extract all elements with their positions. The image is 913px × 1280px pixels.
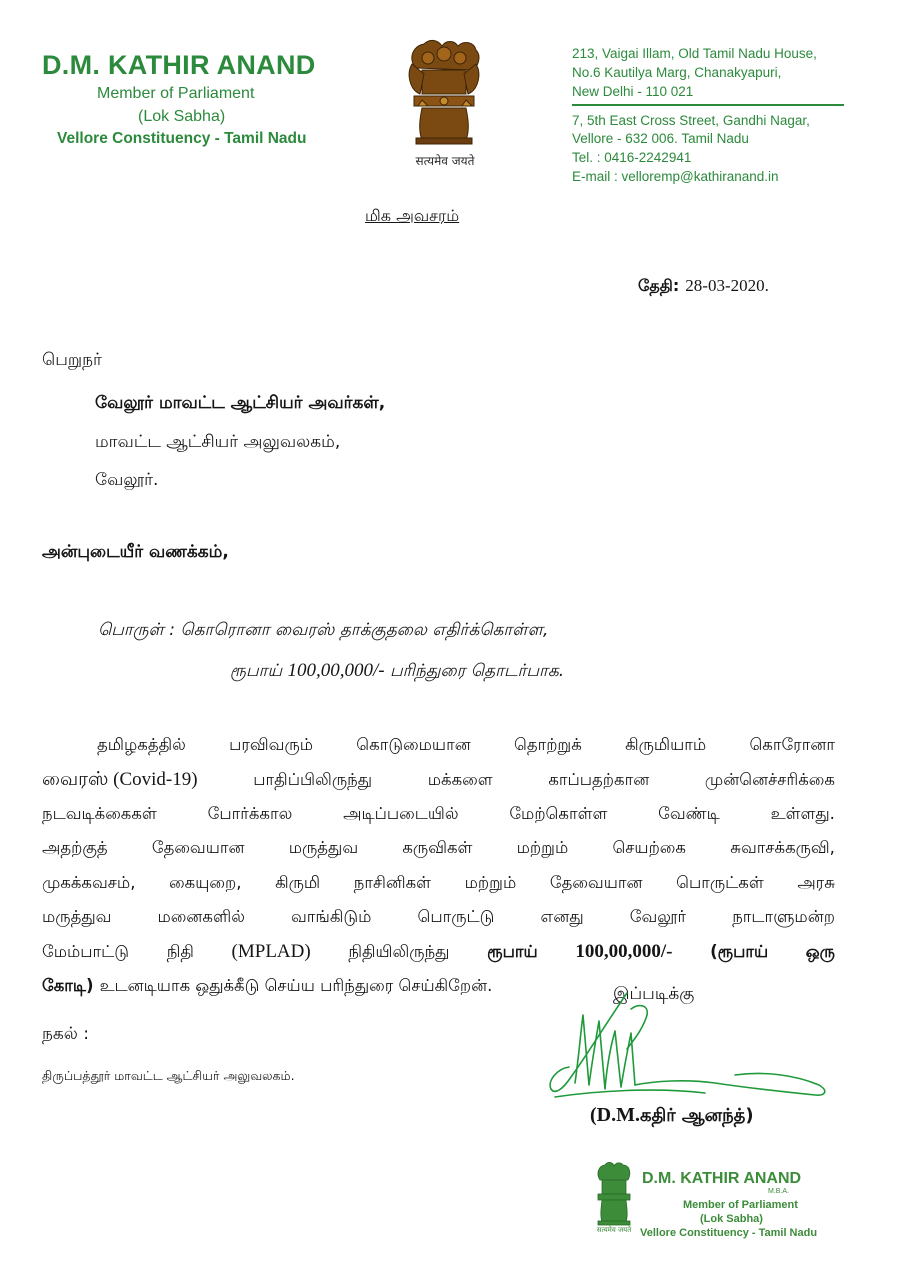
body-word: வேலூர் [629,906,687,926]
body-line [42,769,835,803]
body-word: உள்ளது. [770,803,835,823]
stamp-title: Member of Parliament [683,1199,798,1211]
address-divider [572,104,844,106]
copy-recipient: திருப்பத்தூர் மாவட்ட ஆட்சியர் அலுவலகம். [42,1068,295,1083]
letterhead-house: (Lok Sabha) [138,108,226,125]
body-word: நிதியிலிருந்து [348,942,450,962]
address-delhi-line: No.6 Kautilya Marg, Chanakyapuri, [572,65,782,80]
subject-amount: 100,00,000/- [287,660,385,681]
subject-line: பொருள் : கொரொனா வைரஸ் தாக்குதலை எதிர்க்கொள்ள, [98,620,549,640]
body-word: அதற்குத் [42,838,108,858]
body-word: மனைகளில் [157,906,245,926]
stamp-motto: सत्यमेव जयते [596,1226,632,1234]
letterhead-constituency: Vellore Constituency - Tamil Nadu [57,130,307,147]
address-vellore-line: 7, 5th East Cross Street, Gandhi Nagar, [572,113,810,128]
address-email: E-mail : velloremp@kathiranand.in [572,169,779,184]
body-word: கிருமி [275,872,321,892]
body-word: சுவாசக்கருவி, [730,838,835,858]
recipient-line: வேலூர் மாவட்ட ஆட்சியர் அவர்கள், [95,393,386,413]
letterhead-name: D.M. KATHIR ANAND [42,50,316,80]
body-word: முன்னெச்சரிக்கை [704,770,835,790]
signature [535,985,835,1115]
body-word: தமிழகத்தில் [97,735,186,754]
body-word: வாங்கிடும் [291,906,372,926]
body-word: போர்க்கால [207,803,293,823]
body-word: வேண்டி [658,803,720,823]
urgent-heading: மிக அவசரம் [365,206,460,225]
body-word: முகக்கவசம், [42,872,136,892]
national-emblem-icon [402,34,486,154]
signatory-tamil: கதிர் ஆனந்த்) [639,1105,754,1126]
address-delhi-line: 213, Vaigai Illam, Old Tamil Nadu House, [572,46,817,61]
stamp-constituency: Vellore Constituency - Tamil Nadu [640,1227,818,1239]
body-word: பாதிப்பிலிருந்து [253,770,373,790]
body-word: கொரோனா [749,735,835,754]
body-word: செயற்கை [612,838,686,858]
salutation: அன்புடையீர் வணக்கம், [42,542,229,562]
body-word: மற்றும் [516,838,569,858]
body-word: பொருட்டு [417,906,495,926]
stamp-emblem-icon [592,1160,636,1228]
body-word: மக்களை [427,770,493,790]
body-word: நடவடிக்கைகள் [42,803,157,823]
body-word: கருவிகள் [402,838,473,858]
signatory-latin: (D.M. [590,1104,640,1126]
body-line [42,941,835,975]
body-word: ரூபாய் [487,942,538,962]
recipient-line: மாவட்ட ஆட்சியர் அலுவலகம், [95,432,341,452]
address-phone: Tel. : 0416-2242941 [572,150,692,165]
letterhead-title: Member of Parliament [97,85,255,102]
body-line [42,907,835,941]
body-word: கிருமியாம் [625,735,707,754]
recipient-line: வேலூர். [95,470,159,490]
body-word: கொடுமையான [356,735,471,754]
emblem-motto: सत्यमेव जयते [415,154,475,168]
body-word: கையுறை, [169,872,242,892]
copy-heading: நகல் : [42,1024,90,1044]
body-word: அடிப்படையில் [343,803,459,823]
body-word: உடனடியாக ஒதுக்கீடு செய்ய பரிந்துரை செய்கிறேன். [99,975,493,995]
subject-text: பரிந்துரை தொடர்பாக. [384,661,565,681]
body-word: நிதி [166,942,194,962]
body-line [42,735,835,769]
body-word: (MPLAD) [231,941,311,963]
body-word: வைரஸ் (Covid-19) [42,769,198,791]
body-word: பொருட்கள் [676,872,764,892]
signatory-name [590,1104,754,1128]
body-word: மேற்கொள்ள [509,803,608,823]
body-word: மற்றும் [464,872,517,892]
body-word: தொற்றுக் [513,735,582,754]
body-word: நாடாளுமன்ற [732,906,835,926]
body-word: கோடி) [42,975,94,995]
subject-text: ரூபாய் [230,661,288,681]
body-word: நாசினிகள் [353,872,432,892]
date-value: 28-03-2020. [685,276,769,295]
subject-line [230,660,564,683]
body-word: (ரூபாய் [710,942,769,962]
body-line [42,838,835,872]
body-word: பரவிவரும் [229,735,314,754]
body-word: மருத்துவ [288,838,359,858]
body-word: காப்பதற்கான [548,770,650,790]
stamp-name: D.M. KATHIR ANAND [642,1170,802,1187]
stamp-house: (Lok Sabha) [700,1213,763,1225]
body-word: எனது [540,906,584,926]
body-word: தேவையான [549,872,643,892]
body-line [42,804,835,838]
body-line [42,873,835,907]
closing: இப்படிக்கு [613,984,695,1004]
body-word: ஒரு [805,942,835,962]
stamp-degree: M.B.A. [768,1188,790,1195]
address-delhi-line: New Delhi - 110 021 [572,84,694,99]
body-word: மேம்பாட்டு [42,942,130,962]
letter-date [638,276,769,297]
recipient-heading: பெறுநர் [42,350,102,370]
body-word: 100,00,000/- [575,941,673,963]
body-word: தேவையான [151,838,245,858]
date-label: தேதி: [638,276,680,295]
body-word: அரசு [797,872,835,892]
body-paragraph [42,735,835,1010]
address-vellore-line: Vellore - 632 006. Tamil Nadu [572,131,749,146]
body-word: மருத்துவ [42,906,112,926]
